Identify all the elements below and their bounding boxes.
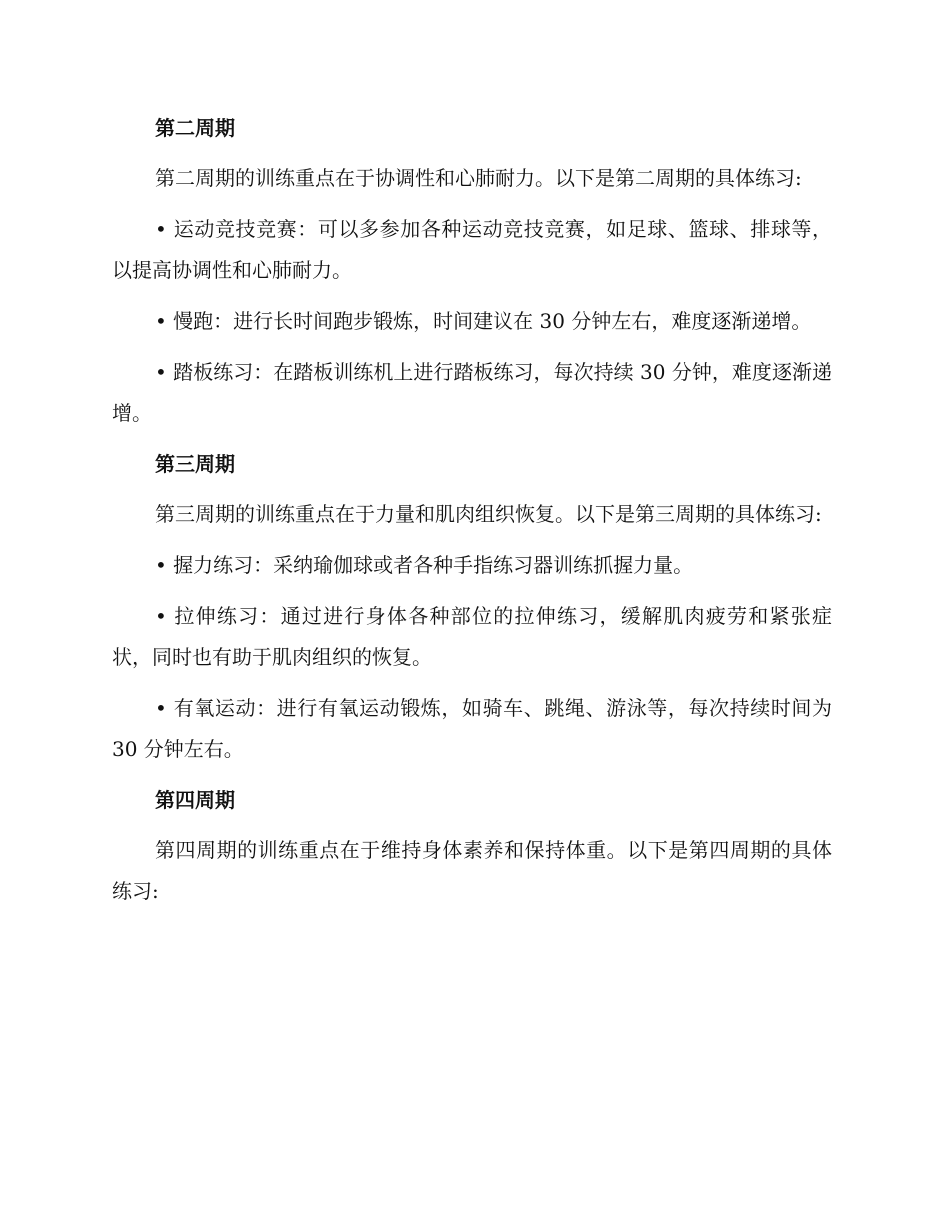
section-intro: 第三周期的训练重点在于力量和肌肉组织恢复。以下是第三周期的具体练习: bbox=[155, 502, 822, 526]
section-intro: 第四周期的训练重点在于维持身体素养和保持体重。以下是第四周期的具体练习: bbox=[112, 838, 832, 903]
section-intro: 第二周期的训练重点在于协调性和心肺耐力。以下是第二周期的具体练习: bbox=[155, 166, 802, 190]
document-page bbox=[112, 108, 832, 922]
list-item: • 有氧运动：进行有氧运动锻炼，如骑车、跳绳、游泳等，每次持续时间为 30 分钟左右。 bbox=[112, 696, 832, 761]
list-item: • 运动竞技竞赛：可以多参加各种运动竞技竞赛，如足球、篮球、排球等，以提高协调性和心肺耐力。 bbox=[112, 217, 832, 282]
section-heading: 第四周期 bbox=[155, 788, 235, 812]
section-week-4 bbox=[112, 780, 832, 912]
section-week-3 bbox=[112, 444, 832, 770]
section-week-2 bbox=[112, 108, 832, 434]
list-item: • 拉伸练习：通过进行身体各种部位的拉伸练习，缓解肌肉疲劳和紧张症状，同时也有助于肌肉组织的恢复。 bbox=[112, 604, 832, 669]
section-heading: 第三周期 bbox=[155, 452, 235, 476]
list-item: • 握力练习：采纳瑜伽球或者各种手指练习器训练抓握力量。 bbox=[155, 553, 694, 577]
list-item: • 慢跑：进行长时间跑步锻炼，时间建议在 30 分钟左右，难度逐渐递增。 bbox=[155, 309, 812, 333]
list-item: • 踏板练习：在踏板训练机上进行踏板练习，每次持续 30 分钟，难度逐渐递增。 bbox=[112, 360, 832, 425]
section-heading: 第二周期 bbox=[155, 116, 235, 140]
